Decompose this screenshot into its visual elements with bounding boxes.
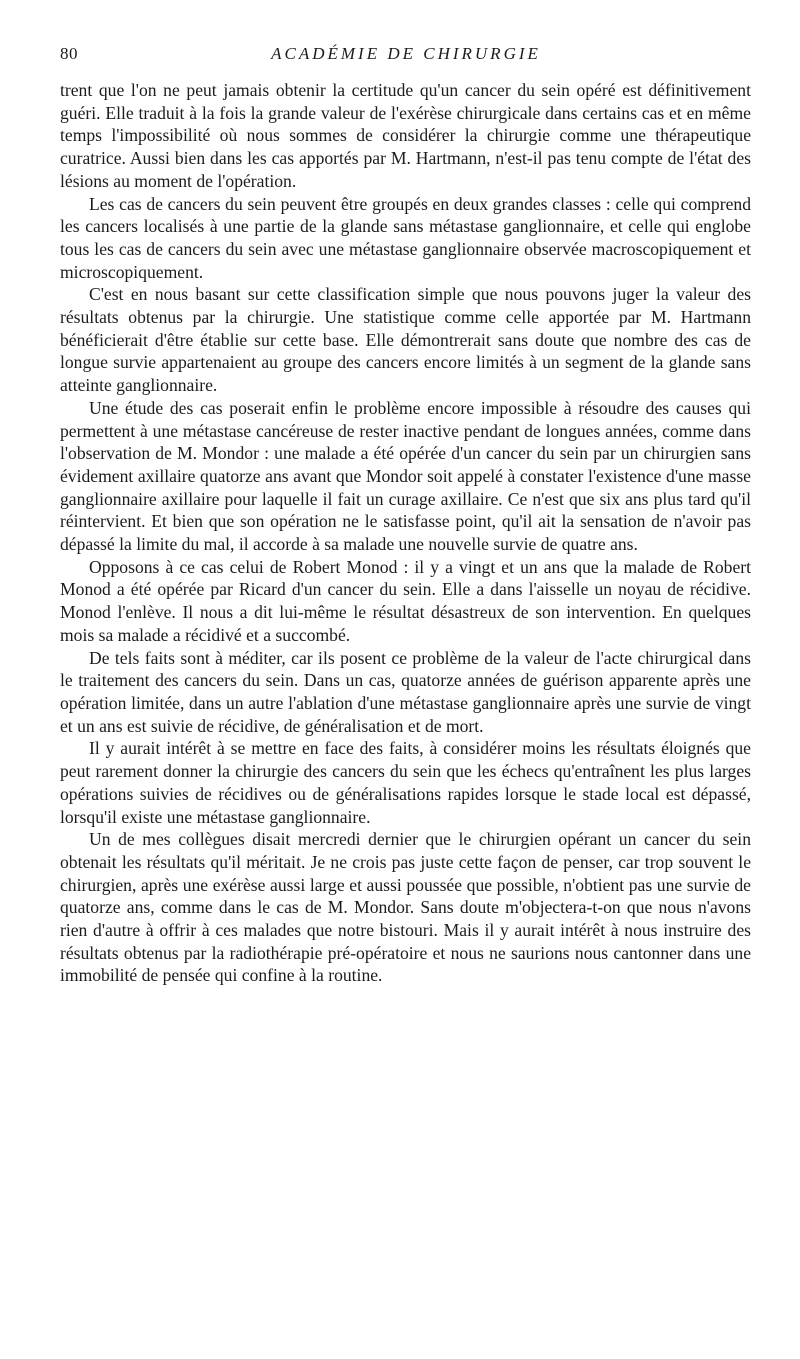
journal-title: ACADÉMIE DE CHIRURGIE <box>271 44 541 63</box>
paragraph-continuation: trent que l'on ne peut jamais obtenir la certitude qu'un cancer du sein opéré est définitivement guéri. Elle traduit à la fois la grande valeur de l'exérèse chirurgicale dans certains cas et en même temps l'impossibilité où nous sommes de considérer la chirurgie comme une thérapeutique curatrice. Aussi bien dans les cas apportés par M. Hartmann, n'est-il pas tenu compte de l'état des lésions au moment de l'opération. <box>60 80 751 191</box>
paragraph-classification-value: C'est en nous basant sur cette classification simple que nous pouvons juger la valeur des résultats obtenus par la chirurgie. Une statistique comme celle apportée par M. Hartmann bénéficierait d'être établie sur cette base. Elle démontrerait sans doute que nombre des cas de longue survie appartenaient au groupe des cancers encore limités à un segment de la glande sans atteinte ganglionnaire. <box>60 284 751 396</box>
paragraph-mondor-case: Une étude des cas poserait enfin le problème encore impossible à résoudre des causes qui permettent à une métastase cancéreuse de rester inactive pendant de longues années, comme dans l'observation de M. Mondor : une malade a été opérée d'un cancer du sein par un chirurgien sans évidement axillaire quatorze ans avant que Mondor soit appelé à constater l'existence d'une masse ganglionnaire axillaire pour laquelle il fait un curage axillaire. Ce n'est que six ans plus tard qu'il réintervient. Et bien que son opération ne le satisfasse point, qu'il ait la sensation de n'avoir pas dépassé la limite du mal, il accorde à sa malade une nouvelle survie de quatre ans. <box>60 397 751 555</box>
paragraph-monod-case: Opposons à ce cas celui de Robert Monod : il y a vingt et un ans que la malade de Robert Monod a été opérée par Ricard d'un cancer du sein. Elle a dans l'aisselle un noyau de récidive. Monod l'enlève. Il nous a dit lui-même le résultat désastreux de son intervention. En quelques mois sa malade a récidivé et a succombé. <box>60 556 751 645</box>
paragraph-classification-groups: Les cas de cancers du sein peuvent être groupés en deux grandes classes : celle qui comprend les cancers localisés à une partie de la glande sans métastase ganglionnaire, et celle qui englobe tous les cas de cancers du sein avec une métastase ganglionnaire observée macroscopiquement et microscopiquement. <box>60 193 751 282</box>
paragraph-conclusion: Un de mes collègues disait mercredi dernier que le chirurgien opérant un cancer du sein obtenait les résultats qu'il méritait. Je ne crois pas juste cette façon de penser, car trop souvent le chirurgien, après une exérèse aussi large et aussi poussée que possible, n'obtient pas une survie de quatorze ans, comme dans le cas de M. Mondor. Sans doute m'objectera-t-on que nous n'avons rien d'autre à offrir à ces malades que notre bistouri. Mais il y aurait intérêt à nous instruire des résultats obtenus par la radiothérapie pré-opératoire et nous ne saurions nous cantonner dans une immobilité de pensée qui confine à la routine. <box>60 829 751 986</box>
paragraph-reflection: De tels faits sont à méditer, car ils posent ce problème de la valeur de l'acte chirurgical dans le traitement des cancers du sein. Dans un cas, quatorze années de guérison apparente après une opération limitée, dans un autre l'ablation d'une métastase ganglionnaire après une survie de vingt et un ans est suivie de récidive, de généralisation et de mort. <box>60 647 751 736</box>
page-number: 80 <box>60 44 78 63</box>
paragraph-failures: Il y aurait intérêt à se mettre en face des faits, à considérer moins les résultats éloignés que peut rarement donner la chirurgie des cancers du sein que les échecs qu'entraînent les plus larges opérations suivies de récidives ou de généralisations rapides lorsque le stade local est dépassé, lorsqu'il existe une métastase ganglionnaire. <box>60 738 751 827</box>
running-header <box>60 44 752 68</box>
body-text <box>60 79 751 987</box>
